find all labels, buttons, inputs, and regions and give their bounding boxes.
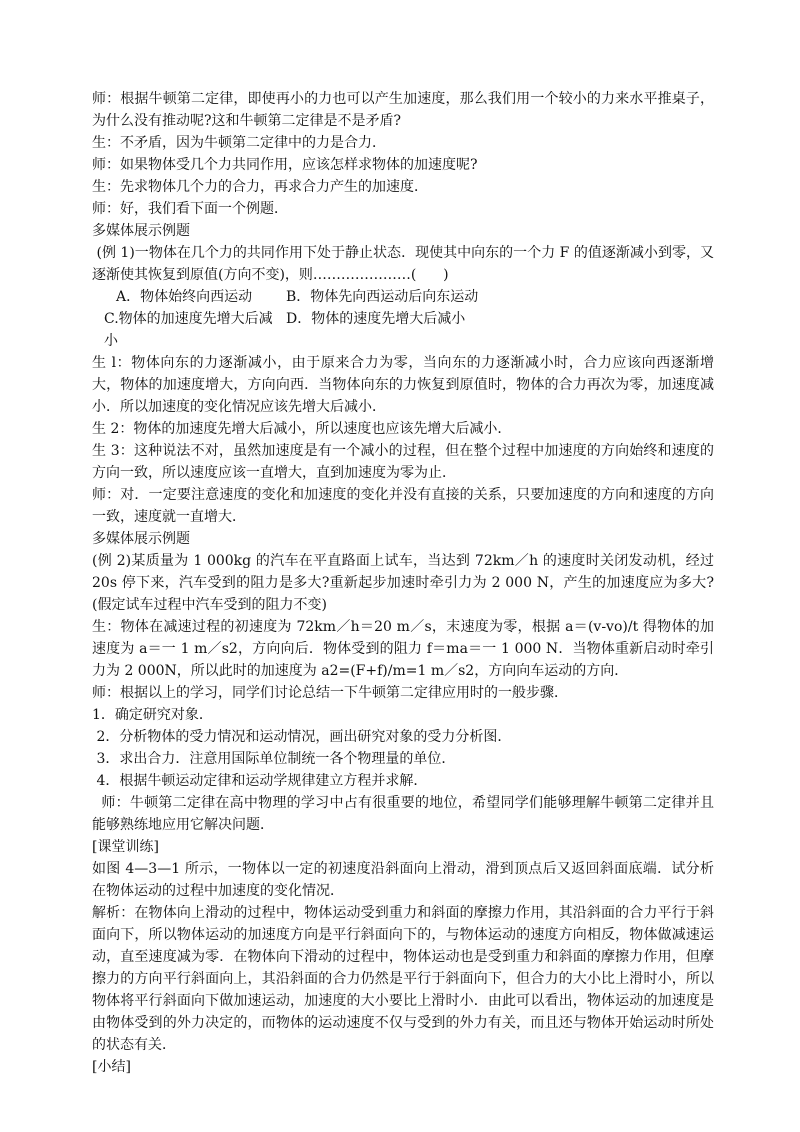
option-d: D．物体的速度先增大后减小 — [286, 311, 466, 327]
paragraph: 生：不矛盾，因为牛顿第二定律中的力是合力． — [92, 135, 386, 151]
section-label: 多媒体展示例题 — [92, 531, 190, 547]
paragraph: 师：好，我们看下面一个例题． — [92, 201, 288, 217]
paragraph: 生：物体在减速过程的初速度为 72km／h＝20 m／s，末速度为零，根据 a＝(v-vo)/t 得物体的加速度为 a＝一 1 m／s2，方向向后．物体受到的阻力 f＝ma＝一 1 000 N．当物体重新启动时牵引力为 2 000N，所以此时的加速度为 a2=(F+f)/m=1 m／s2，方向向车运动的方向． — [92, 619, 714, 679]
option-c: C.物体的加速度先增大后减小 — [104, 311, 273, 349]
exercise-solution: 解析：在物体向上滑动的过程中，物体运动受到重力和斜面的摩擦力作用，其沿斜面的合力平行于斜面向下，所以物体运动的加速度方向是平行斜面向下的，与物体运动的速度方向相反，物体做减速运动，直至速度减为零．在物体向下滑动的过程中，物体运动也是受到重力和斜面的摩擦力作用，但摩擦力的方向平行斜面向上，其沿斜面的合力仍然是平行于斜面向下，但合力的大小比上滑时小，所以物体将平行斜面向下做加速运动，加速度的大小要比上滑时小．由此可以看出，物体运动的加速度是由物体受到的外力决定的，而物体的运动速度不仅与受到的外力有关，而且还与物体开始运动时所处的状态有关． — [92, 905, 714, 1053]
paragraph: 生：先求物体几个力的合力，再求合力产生的加速度． — [92, 179, 428, 195]
options-row-1 — [92, 286, 714, 308]
example-1-question: (例 1)一物体在几个力的共同作用下处于静止状态．现使其中向东的一个力 F 的值逐渐减小到零，又逐渐使其恢复到原值(方向不变)，则…………………( ) — [92, 245, 714, 283]
option-b: B．物体先向西运动后向东运动 — [286, 289, 479, 305]
section-heading: [小结] — [92, 1059, 131, 1075]
paragraph: 生 l：物体向东的力逐渐减小，由于原来合力为零，当向东的力逐渐减小时，合力应该向西逐渐增大，物体的加速度增大，方向向西．当物体向东的力恢复到原值时，物体的合力再次为零，加速度减小．所以加速度的变化情况应该先增大后减小． — [92, 355, 714, 415]
paragraph: 生 2：物体的加速度先增大后减小，所以速度也应该先增大后减小． — [92, 421, 512, 437]
section-heading: [课堂训练] — [92, 839, 159, 855]
example-2-question: (例 2)某质量为 1 000kg 的汽车在平直路面上试车，当达到 72km／h 的速度时关闭发动机，经过 20s 停下来，汽车受到的阻力是多大?重新起步加速时牵引力为 2 000 N，产生的加速度应为多大?(假定试车过程中汽车受到的阻力不变) — [92, 553, 719, 613]
option-a: A．物体始终向西运动 — [116, 289, 253, 305]
paragraph: 师：根据以上的学习，同学们讨论总结一下牛顿第二定律应用时的一般步骤． — [92, 685, 568, 701]
paragraph: 生 3：这种说法不对，虽然加速度是有一个减小的过程，但在整个过程中加速度的方向始终和速度的方向一致，所以速度应该一直增大，直到加速度为零为止． — [92, 443, 714, 481]
document-body — [92, 88, 719, 1078]
options-row-2 — [92, 308, 714, 352]
section-label: 多媒体展示例题 — [92, 223, 190, 239]
paragraph: 师：牛顿第二定律在高中物理的学习中占有很重要的地位，希望同学们能够理解牛顿第二定律并且能够熟练地应用它解决问题． — [92, 795, 714, 833]
exercise-question: 如图 4—3—1 所示，一物体以一定的初速度沿斜面向上滑动，滑到顶点后又返回斜面底端．试分析在物体运动的过程中加速度的变化情况． — [92, 861, 714, 899]
paragraph: 师：根据牛顿第二定律，即使再小的力也可以产生加速度，那么我们用一个较小的力来水平推桌子，为什么没有推动呢?这和牛顿第二定律是不是矛盾? — [92, 91, 714, 129]
step-item: 4．根据牛顿运动定律和运动学规律建立方程并求解． — [92, 773, 428, 789]
step-item: 3．求出合力．注意用国际单位制统一各个物理量的单位． — [92, 751, 456, 767]
step-item: 1．确定研究对象． — [92, 707, 213, 723]
step-item: 2．分析物体的受力情况和运动情况，画出研究对象的受力分析图． — [92, 729, 512, 745]
paragraph: 师：对．一定要注意速度的变化和加速度的变化并没有直接的关系，只要加速度的方向和速度的方向一致，速度就一直增大． — [92, 487, 714, 525]
paragraph: 师：如果物体受几个力共同作用，应该怎样求物体的加速度呢? — [92, 157, 478, 173]
